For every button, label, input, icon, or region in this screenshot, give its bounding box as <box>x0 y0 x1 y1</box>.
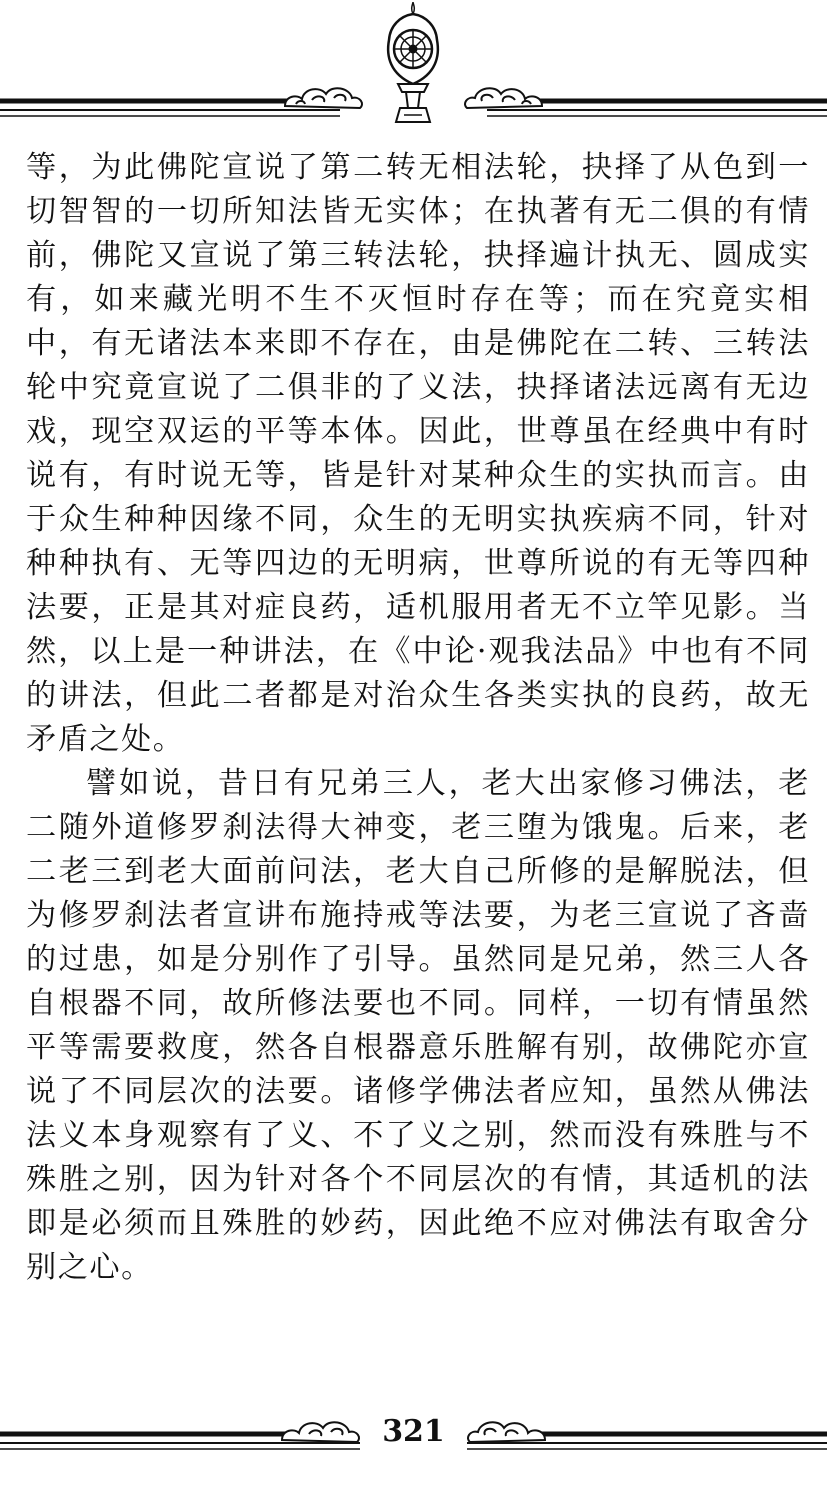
cloud-right-icon <box>465 88 542 108</box>
page-header-ornament <box>0 0 827 140</box>
paragraph-2: 譬如说，昔日有兄弟三人，老大出家修习佛法，老二随外道修罗刹法得大神变，老三堕为饿鬼。后来，老二老三到老大面前问法，老大自己所修的是解脱法，但为修罗刹法者宣讲布施持戒等法要，为老三宣说了吝啬的过患，如是分别作了引导。虽然同是兄弟，然三人各自根器不同，故所修法要也不同。同样，一切有情虽然平等需要救度，然各自根器意乐胜解有别，故佛陀亦宣说了不同层次的法要。诸修学佛法者应知，虽然从佛法法义本身观察有了义、不了义之别，然而没有殊胜与不殊胜之别，因为针对各个不同层次的有情，其适机的法即是必须而且殊胜的妙药，因此绝不应对佛法有取舍分别之心。 <box>26 766 810 1285</box>
cloud-left-icon <box>285 88 362 108</box>
dharma-wheel-icon <box>388 2 438 122</box>
page-number: 321 <box>382 1414 445 1449</box>
paragraph-1: 等，为此佛陀宣说了第二转无相法轮，抉择了从色到一切智智的一切所知法皆无实体；在执著有无二俱的有情前，佛陀又宣说了第三转法轮，抉择遍计执无、圆成实有，如来藏光明不生不灭恒时存在等；而在究竟实相中，有无诸法本来即不存在，由是佛陀在二转、三转法轮中究竟宣说了二俱非的了义法，抉择诸法远离有无边戏，现空双运的平等本体。因此，世尊虽在经典中有时说有，有时说无等，皆是针对某种众生的实执而言。由于众生种种因缘不同，众生的无明实执疾病不同，针对种种执有、无等四边的无明病，世尊所说的有无等四种法要，正是其对症良药，适机服用者无不立竿见影。当然，以上是一种讲法，在《中论·观我法品》中也有不同的讲法，但此二者都是对治众生各类实执的良药，故无矛盾之处。 <box>26 150 810 757</box>
body-text <box>26 146 810 1290</box>
